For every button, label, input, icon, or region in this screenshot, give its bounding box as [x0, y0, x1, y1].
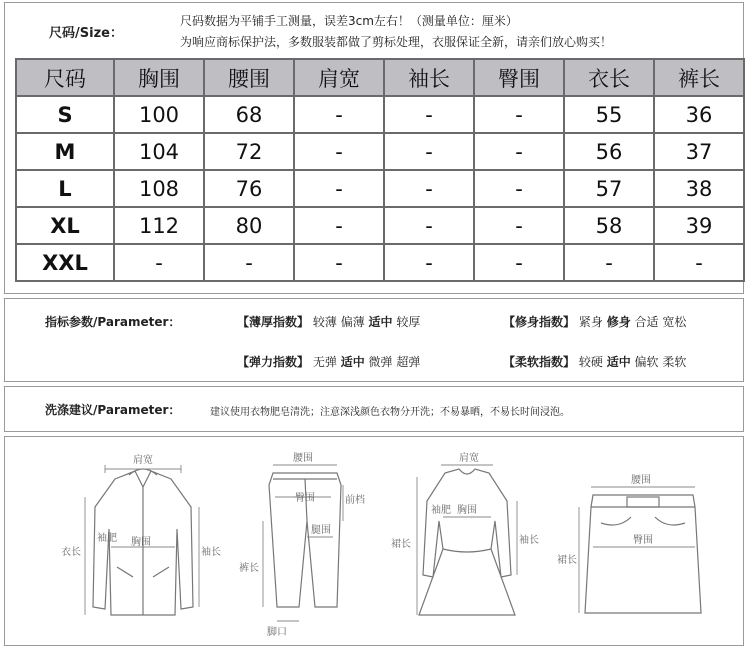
pants-front-rise-label: 前档 [345, 495, 365, 506]
table-cell: - [204, 244, 294, 281]
dress-length-label: 裙长 [391, 539, 411, 550]
measurement-diagrams [5, 437, 743, 645]
table-cell: - [474, 170, 564, 207]
header-hip: 臀围 [474, 59, 564, 96]
table-cell: - [294, 207, 384, 244]
parameters-title: 指标参数/Parameter： [45, 315, 181, 329]
table-cell: 80 [204, 207, 294, 244]
table-row [16, 133, 744, 170]
table-cell: 76 [204, 170, 294, 207]
diagrams-panel [4, 436, 744, 646]
thickness-label: 【薄厚指数】 [237, 315, 310, 329]
table-cell: - [474, 96, 564, 133]
table-cell: - [384, 244, 474, 281]
table-cell: 104 [114, 133, 204, 170]
elasticity-index [237, 353, 420, 370]
softness-label: 【柔软指数】 [503, 355, 576, 369]
table-cell: - [654, 244, 744, 281]
table-cell: 38 [654, 170, 744, 207]
header-sleeve: 袖长 [384, 59, 474, 96]
parameters-panel [4, 298, 744, 382]
pants-waist-label: 腰围 [293, 453, 313, 464]
table-cell: 36 [654, 96, 744, 133]
table-row [16, 170, 744, 207]
table-cell: - [564, 244, 654, 281]
skirt-diagram [585, 495, 701, 613]
table-cell: - [384, 133, 474, 170]
dress-sleeve-label: 袖长 [519, 535, 539, 546]
table-cell: - [114, 244, 204, 281]
size-cell: XXL [16, 244, 114, 281]
jacket-chest-label: 胸围 [131, 537, 151, 548]
softness-index [503, 353, 686, 370]
header-chest: 胸围 [114, 59, 204, 96]
table-cell: - [474, 133, 564, 170]
option: 紧身 [578, 315, 603, 329]
header-waist: 腰围 [204, 59, 294, 96]
table-cell: 37 [654, 133, 744, 170]
header-pants-length: 裤长 [654, 59, 744, 96]
table-cell: 112 [114, 207, 204, 244]
table-cell: 56 [564, 133, 654, 170]
jacket-length-label: 衣长 [61, 547, 81, 558]
table-cell: - [294, 170, 384, 207]
option: 宽松 [662, 315, 687, 329]
dress-diagram [419, 469, 515, 615]
option: 柔软 [662, 355, 687, 369]
size-cell: XL [16, 207, 114, 244]
table-cell: 57 [564, 170, 654, 207]
table-cell: 55 [564, 96, 654, 133]
label-removal-note: 为响应商标保护法，多数服装都做了剪标处理，衣服保证全新，请亲们放心购买！ [180, 35, 613, 49]
option: 无弹 [312, 355, 337, 369]
option: 微弹 [368, 355, 393, 369]
header-length: 衣长 [564, 59, 654, 96]
pants-hem-label: 脚口 [267, 627, 287, 638]
table-cell: 72 [204, 133, 294, 170]
jacket-sleeve-hole-label: 袖肥 [97, 533, 117, 544]
pants-hip-label: 臀围 [295, 493, 315, 504]
option: 较薄 [312, 315, 337, 329]
wash-title: 洗涤建议/Parameter： [45, 403, 181, 417]
option: 偏软 [634, 355, 659, 369]
skirt-waist-label: 腰围 [631, 475, 651, 486]
table-cell: - [294, 244, 384, 281]
size-cell: L [16, 170, 114, 207]
table-cell: - [384, 207, 474, 244]
size-panel [4, 2, 744, 294]
size-cell: M [16, 133, 114, 170]
jacket-sleeve-label: 袖长 [201, 547, 221, 558]
fit-label: 【修身指数】 [503, 315, 576, 329]
skirt-length-label: 裙长 [557, 555, 577, 566]
fit-index [503, 313, 686, 330]
header-shoulder: 肩宽 [294, 59, 384, 96]
table-cell: 58 [564, 207, 654, 244]
table-cell: - [294, 96, 384, 133]
table-header-row [16, 59, 744, 96]
table-cell: 108 [114, 170, 204, 207]
pants-thigh-label: 腿围 [311, 525, 331, 536]
table-cell: - [384, 170, 474, 207]
table-cell: - [474, 207, 564, 244]
table-cell: 68 [204, 96, 294, 133]
pants-length-label: 裤长 [239, 563, 259, 574]
jacket-shoulder-label: 肩宽 [133, 455, 153, 466]
option: 较厚 [396, 315, 421, 329]
table-cell: 39 [654, 207, 744, 244]
dress-chest-label: 胸围 [457, 505, 477, 516]
dress-shoulder-label: 肩宽 [459, 453, 479, 464]
option-selected: 适中 [368, 315, 393, 329]
wash-text: 建议使用衣物肥皂清洗；注意深浅颜色衣物分开洗；不易暴晒，不易长时间浸泡。 [210, 407, 570, 418]
dress-sleeve-hole-label: 袖肥 [431, 505, 451, 516]
elasticity-label: 【弹力指数】 [237, 355, 310, 369]
option-selected: 适中 [606, 355, 631, 369]
option-selected: 适中 [340, 355, 365, 369]
option: 偏薄 [340, 315, 365, 329]
option: 较硬 [578, 355, 603, 369]
option-selected: 修身 [606, 315, 631, 329]
table-cell: - [474, 244, 564, 281]
table-cell: - [384, 96, 474, 133]
thickness-index [237, 313, 420, 330]
table-cell: - [294, 133, 384, 170]
option: 超弹 [396, 355, 421, 369]
header-size: 尺码 [16, 59, 114, 96]
table-row [16, 244, 744, 281]
size-label: 尺码/Size： [49, 26, 123, 41]
table-cell: 100 [114, 96, 204, 133]
table-row [16, 96, 744, 133]
measurement-note: 尺码数据为平铺手工测量，误差3cm左右！（测量单位：厘米） [180, 14, 518, 28]
wash-panel [4, 386, 744, 432]
option: 合适 [634, 315, 659, 329]
size-table [15, 58, 745, 282]
skirt-hip-label: 臀围 [633, 535, 653, 546]
size-cell: S [16, 96, 114, 133]
table-row [16, 207, 744, 244]
